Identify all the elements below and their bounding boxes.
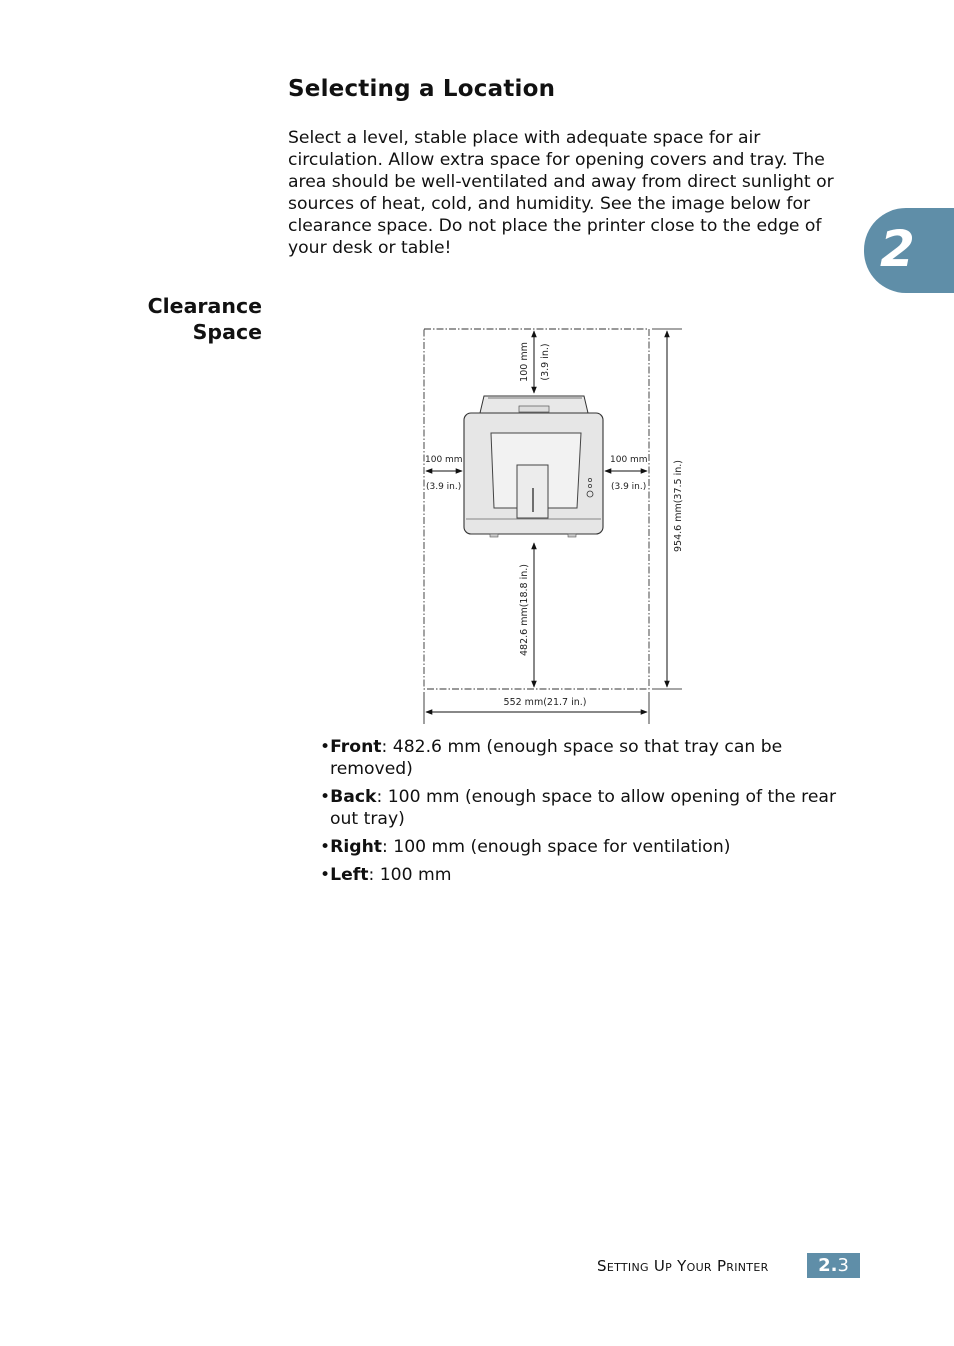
bullet-text: : 482.6 mm (enough space so that tray can be removed) — [330, 737, 783, 779]
side-heading-line1: Clearance — [147, 294, 262, 318]
depth-label: 954.6 mm(37.5 in.) — [673, 460, 684, 552]
front-label: 482.6 mm(18.8 in.) — [519, 564, 530, 656]
bullet-term: Left — [330, 865, 369, 885]
page-number — [807, 1253, 860, 1278]
side-heading-line2: Space — [192, 320, 262, 344]
right-in-label: (3.9 in.) — [611, 482, 647, 492]
bullet-term: Back — [330, 787, 377, 807]
intro-paragraph: Select a level, stable place with adequate space for air circulation. Allow extra space for opening covers and tray. The area should be well-ventilated and away from direct sunlight or sources of heat, cold, and humidity. See the image below for clearance space. Do not place the printer close to the edge of your desk or table! — [288, 128, 834, 258]
list-item: •Right: 100 mm (enough space for ventilation) — [320, 837, 731, 857]
right-mm-label: 100 mm — [610, 455, 648, 465]
left-in-label: (3.9 in.) — [426, 482, 462, 492]
clearance-space-heading — [100, 293, 262, 345]
bullet-text: : 100 mm — [368, 865, 452, 885]
bullet-term: Right — [330, 837, 383, 857]
page-num: 3 — [837, 1255, 849, 1276]
list-item: •Front: 482.6 mm (enough space so that tray can be removed) — [320, 737, 783, 779]
back-mm-label: 100 mm — [519, 342, 530, 382]
back-in-label: (3.9 in.) — [540, 343, 551, 381]
clearance-diagram — [400, 320, 700, 730]
chapter-number: 2 — [880, 220, 915, 278]
list-item: •Back: 100 mm (enough space to allow opening of the rear out tray) — [320, 787, 837, 829]
clearance-list — [320, 736, 860, 892]
printer-icon — [464, 396, 603, 537]
bullet-term: Front — [330, 737, 382, 757]
section-title: Selecting a Location — [288, 76, 556, 102]
left-mm-label: 100 mm — [425, 455, 463, 465]
page-chapter: 2. — [818, 1255, 838, 1276]
footer-section-title: Setting Up Your Printer — [597, 1257, 769, 1275]
list-item: •Left: 100 mm — [320, 865, 452, 885]
bullet-text: : 100 mm (enough space to allow opening of the rear out tray) — [330, 787, 837, 829]
bullet-text: : 100 mm (enough space for ventilation) — [382, 837, 731, 857]
width-label: 552 mm(21.7 in.) — [503, 697, 587, 708]
chapter-tab — [864, 208, 954, 293]
